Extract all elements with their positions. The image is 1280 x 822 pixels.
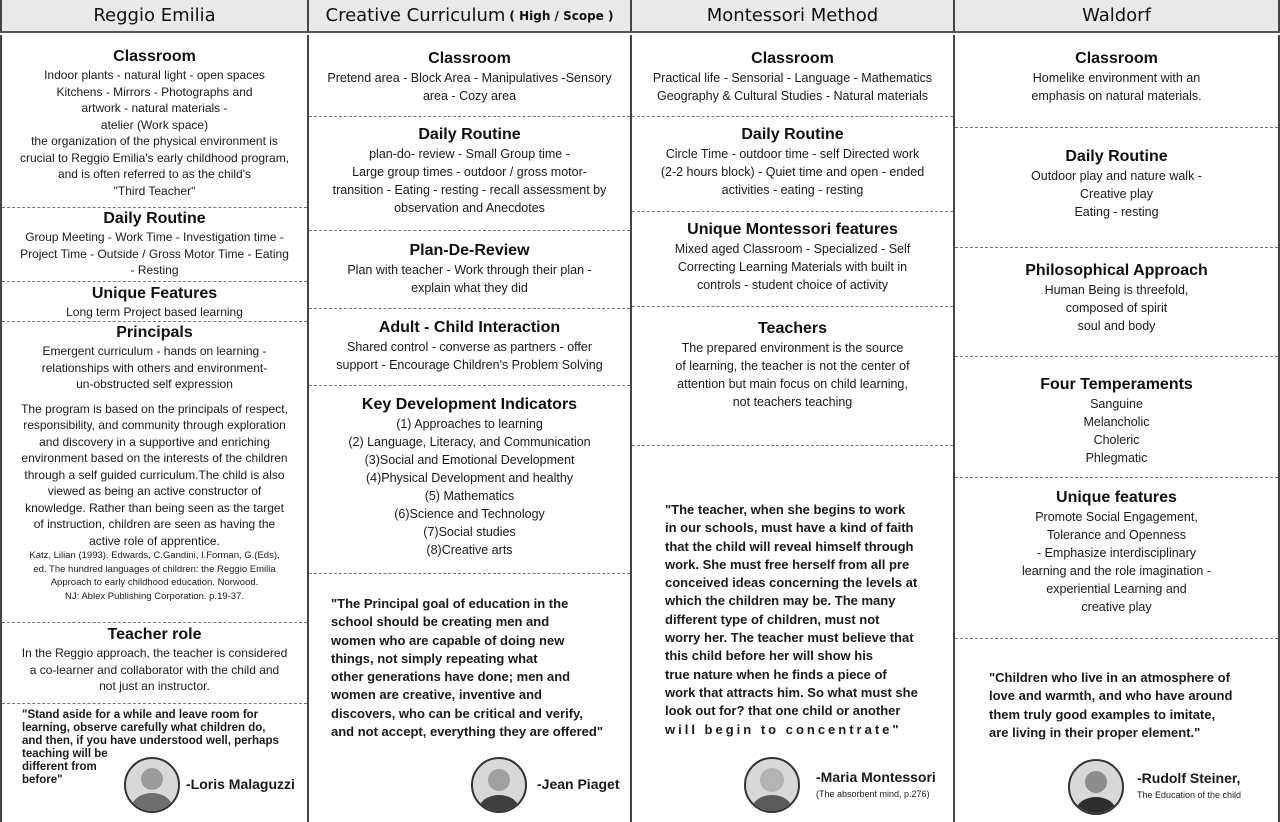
text-line: explain what they did: [411, 281, 528, 295]
creative-adult-section: [309, 318, 630, 374]
quote-line: in our schools, must have a kind of faith: [665, 520, 914, 536]
divider: [2, 207, 307, 208]
text-line: a co-learner and collaborator with the child and: [29, 662, 280, 677]
quote-line: discovers, who can be critical and verify,: [331, 705, 583, 721]
section-title: Teachers: [757, 320, 828, 337]
montessori-quote: [665, 501, 923, 739]
waldorf-classroom-text: [955, 69, 1278, 105]
section-title: Daily Routine: [1065, 148, 1168, 165]
text-line: area - Cozy area: [422, 89, 517, 103]
reggio-teacher-text: [2, 645, 307, 695]
text-line: support - Encourage Children's Problem Solving: [336, 358, 603, 372]
text-line: (8)Creative arts: [426, 543, 513, 557]
waldorf-unique-text: [955, 508, 1278, 616]
reggio-teacher-section: [2, 625, 307, 695]
text-line: The program is based on the principals of respect,: [21, 401, 288, 416]
text-line: (5) Mathematics: [424, 489, 515, 503]
quote-line: them truly good examples to imitate,: [989, 706, 1216, 722]
header-reggio-emilia: [0, 0, 309, 33]
quote-line: look out for? that one child or another: [665, 703, 901, 719]
divider: [309, 230, 630, 231]
montessori-author: -Maria Montessori: [816, 769, 936, 785]
reggio-principals-text: [2, 343, 307, 393]
text-line: Indoor plants - natural light - open spaces: [44, 68, 265, 82]
text-line: Homelike environment with an: [1032, 71, 1201, 85]
text-line: and discovery in a supportive and enriching: [39, 434, 270, 449]
text-line: (2-2 hours block) - Quiet time and open - ended: [660, 165, 925, 179]
divider: [955, 638, 1278, 639]
text-line: responsibility, and community through exploration: [23, 418, 286, 432]
text-line: Large group times - outdoor / gross motor-: [352, 165, 587, 179]
section-title: Classroom: [751, 50, 834, 67]
quote-line: will begin to concentrate": [665, 721, 902, 737]
quote-line: "Stand aside for a while and leave room for: [22, 709, 259, 721]
header-label: Creative Curriculum: [325, 5, 506, 26]
portrait-image: [126, 759, 178, 811]
text-line: Promote Social Engagement,: [1035, 510, 1198, 524]
text-line: Creative play: [1080, 187, 1153, 201]
header-label: Waldorf: [1082, 5, 1151, 26]
text-line: Plan with teacher - Work through their plan -: [347, 263, 592, 277]
section-title: Classroom: [113, 48, 196, 65]
quote-line: work that attracts him. So what must she: [665, 684, 918, 700]
text-line: relationships with others and environment-: [41, 360, 268, 375]
waldorf-classroom-section: [955, 49, 1278, 105]
text-line: Geography & Cultural Studies - Natural materials: [657, 89, 928, 103]
waldorf-unique-section: [955, 488, 1278, 616]
section-title: Unique Montessori features: [687, 221, 898, 238]
reggio-routine-section: [2, 209, 307, 279]
divider: [2, 703, 307, 704]
text-line: Emergent curriculum - hands on learning -: [42, 344, 267, 358]
quote-line: "Children who live in an atmosphere of: [989, 670, 1230, 685]
text-line: Phlegmatic: [1085, 451, 1148, 465]
divider: [2, 622, 307, 623]
divider: [955, 477, 1278, 478]
text-line: Tolerance and Openness: [1047, 528, 1186, 542]
header-waldorf: [955, 0, 1280, 33]
text-line: - Emphasize interdisciplinary: [1036, 546, 1197, 560]
text-line: viewed as being an active constructor of: [47, 484, 262, 498]
divider: [309, 385, 630, 386]
text-line: active role of apprentice.: [89, 533, 220, 548]
text-line: of learning, the teacher is not the center of: [675, 359, 910, 373]
quote-line: worry her. The teacher must believe that: [665, 630, 914, 646]
section-title: Philosophical Approach: [1025, 262, 1208, 279]
divider: [309, 573, 630, 574]
text-line: Outdoor play and nature walk -: [1031, 169, 1202, 183]
quote-line: are living in their proper element.": [989, 724, 1201, 740]
portrait-image: [473, 759, 525, 811]
header-label: Reggio Emilia: [93, 5, 216, 26]
montessori-teachers-text: [632, 339, 953, 411]
text-line: transition - Eating - resting - recall assessment by: [332, 183, 607, 197]
text-line: observation and Anecdotes: [394, 201, 545, 215]
text-line: not just an instructor.: [99, 679, 210, 693]
text-line: atelier (Work space): [100, 117, 209, 132]
steiner-author-source: The Education of the child: [1137, 790, 1242, 800]
header-sublabel: ( High / Scope ): [509, 8, 614, 23]
text-line: "Third Teacher": [113, 183, 196, 198]
text-line: (7)Social studies: [423, 525, 516, 539]
divider: [955, 247, 1278, 248]
column-creative-curriculum: [309, 35, 632, 822]
section-title: Four Temperaments: [1040, 376, 1193, 393]
quote-line: learning, observe carefully what children do,: [22, 722, 266, 734]
text-line: not teachers teaching: [732, 395, 853, 409]
section-title: Classroom: [1075, 50, 1158, 67]
quote-line: women who are capable of doing new: [331, 632, 565, 648]
section-title: Key Development Indicators: [361, 396, 578, 413]
quote-line: things, not simply repeating what: [331, 650, 538, 666]
waldorf-routine-section: [955, 147, 1278, 221]
malaguzzi-author: -Loris Malaguzzi: [186, 776, 295, 792]
creative-plan-section: [309, 241, 630, 297]
text-line: the organization of the physical environment is: [31, 134, 278, 148]
piaget-portrait: [471, 757, 527, 813]
section-title: Daily Routine: [103, 210, 206, 227]
text-line: Practical life - Sensorial - Language - Mathematics: [652, 71, 933, 85]
header-creative-curriculum: [309, 0, 632, 33]
section-title: Teacher role: [107, 626, 202, 643]
quote-line: other generations have done; men and: [331, 669, 571, 685]
quote-line: that the child will reveal himself through: [665, 538, 914, 554]
reggio-routine-text: [2, 229, 307, 279]
text-line: creative play: [1081, 600, 1152, 614]
text-line: activities - eating - resting: [721, 183, 864, 197]
montessori-unique-text: [632, 240, 953, 294]
reggio-unique-text: Long term Project based learning: [66, 305, 243, 319]
text-line: Choleric: [1093, 433, 1140, 447]
text-line: The prepared environment is the source: [681, 341, 904, 355]
section-title: Unique Features: [91, 285, 218, 302]
column-waldorf: [955, 35, 1280, 822]
divider: [632, 116, 953, 117]
text-line: (1) Approaches to learning: [396, 417, 543, 431]
divider: [632, 211, 953, 212]
montessori-portrait: [744, 757, 800, 813]
section-title: Principals: [116, 324, 193, 341]
section-title: Classroom: [428, 50, 511, 67]
text-line: Kitchens - Mirrors - Photographs and: [56, 84, 253, 99]
montessori-teachers-section: [632, 319, 953, 411]
text-line: (6)Science and Technology: [394, 507, 545, 521]
quote-line: conceived ideas concerning the levels at: [665, 575, 918, 591]
section-title: Unique features: [1056, 489, 1177, 506]
text-line: Katz, Lilian (1993). Edwards, C.Gandini, I.Forman, G.(Eds),: [29, 550, 280, 561]
text-line: crucial to Reggio Emilia's early childhood program,: [19, 150, 290, 165]
text-line: Circle Time - outdoor time - self Directed work: [665, 147, 920, 161]
text-line: NJ: Ablex Publishing Corporation. p.19-37.: [64, 590, 245, 602]
text-line: (2) Language, Literacy, and Communication: [348, 435, 591, 449]
text-line: of instruction, children are seen as having the: [33, 517, 276, 531]
section-title: Daily Routine: [741, 126, 844, 143]
steiner-quote: [989, 669, 1251, 742]
text-line: controls - student choice of activity: [696, 278, 889, 292]
text-line: - Resting: [130, 263, 179, 277]
waldorf-temperaments-section: [955, 375, 1278, 467]
creative-classroom-text: [309, 69, 630, 105]
montessori-unique-section: [632, 220, 953, 294]
text-line: un-obstructed self expression: [76, 377, 233, 391]
text-line: Human Being is threefold,: [1044, 283, 1189, 297]
quote-line: love and warmth, and who have around: [989, 688, 1233, 704]
text-line: Mixed aged Classroom - Specialized - Self: [674, 242, 911, 256]
montessori-author-source: (The absorbent mind, p.276): [816, 789, 930, 799]
reggio-unique-section: [2, 284, 307, 321]
section-title: Daily Routine: [418, 126, 521, 143]
quote-line: different from: [22, 761, 97, 773]
header-montessori: [632, 0, 955, 33]
divider: [309, 308, 630, 309]
text-line: and is often referred to as the child's: [57, 167, 252, 181]
quote-line: school should be creating men and: [331, 614, 550, 630]
waldorf-routine-text: [955, 167, 1278, 221]
text-line: Pretend area - Block Area - Manipulatives -Sensory: [327, 71, 612, 85]
text-line: Correcting Learning Materials with built in: [677, 260, 908, 274]
text-line: In the Reggio approach, the teacher is considered: [21, 646, 288, 660]
section-title: Plan-De-Review: [409, 242, 530, 259]
quote-line: "The teacher, when she begins to work: [665, 502, 906, 517]
divider: [955, 127, 1278, 128]
text-line: soul and body: [1077, 319, 1156, 333]
malaguzzi-portrait: [124, 757, 180, 813]
creative-routine-text: [309, 145, 630, 217]
quote-line: "The Principal goal of education in the: [331, 596, 569, 611]
montessori-classroom-text: [632, 69, 953, 105]
divider: [309, 116, 630, 117]
text-line: (4)Physical Development and healthy: [365, 471, 574, 485]
text-line: knowledge. Rather than being seen as the target: [25, 500, 284, 515]
portrait-image: [1070, 761, 1122, 813]
divider: [2, 281, 307, 282]
text-line: composed of spirit: [1065, 301, 1168, 315]
text-line: through a self guided curriculum.The child is also: [24, 467, 285, 482]
piaget-author: -Jean Piaget: [537, 776, 620, 792]
text-line: experiential Learning and: [1046, 582, 1187, 596]
text-line: Eating - resting: [1074, 205, 1159, 219]
reggio-principals-section: [2, 323, 307, 603]
reggio-citation: [2, 549, 307, 603]
text-line: plan-do- review - Small Group time -: [369, 147, 570, 161]
reggio-classroom-section: [2, 47, 307, 199]
creative-adult-text: [309, 338, 630, 374]
text-line: Shared control - converse as partners - offer: [346, 340, 593, 354]
steiner-portrait: [1068, 759, 1124, 815]
quote-line: this child before her will show his: [665, 648, 874, 664]
divider: [632, 445, 953, 446]
text-line: ed. The hundred languages of children: the Reggio Emilia: [33, 563, 276, 575]
steiner-author: -Rudolf Steiner,: [1137, 770, 1241, 786]
header-label: Montessori Method: [706, 5, 879, 26]
text-line: learning and the role imagination -: [1021, 564, 1211, 578]
montessori-routine-text: [632, 145, 953, 199]
quote-line: and then, if you have understood well, perhaps: [22, 735, 279, 747]
column-reggio-emilia: [0, 35, 309, 822]
montessori-classroom-section: [632, 49, 953, 105]
creative-plan-text: [309, 261, 630, 297]
text-line: Project Time - Outside / Gross Motor Time - Eating: [20, 246, 289, 261]
quote-line: work. She must free herself from all pre: [665, 556, 910, 572]
quote-line: teaching will be: [22, 748, 108, 760]
piaget-quote: [331, 595, 609, 741]
quote-line: and not accept, everything they are offered": [331, 724, 604, 740]
reggio-program-text: [2, 401, 307, 550]
text-line: (3)Social and Emotional Development: [364, 453, 575, 467]
creative-routine-section: [309, 125, 630, 217]
waldorf-philosophy-section: [955, 261, 1278, 335]
montessori-routine-section: [632, 125, 953, 199]
text-line: Group Meeting - Work Time - Investigation time -: [25, 230, 284, 244]
portrait-image: [746, 759, 798, 811]
text-line: artwork - natural materials -: [81, 101, 228, 115]
column-montessori: [632, 35, 955, 822]
divider: [2, 321, 307, 322]
text-line: attention but main focus on child learning,: [677, 377, 908, 391]
waldorf-temperaments-text: [955, 395, 1278, 467]
quote-line: different type of children, must not: [665, 611, 880, 627]
section-title: Adult - Child Interaction: [378, 319, 561, 336]
text-line: Melancholic: [1083, 415, 1150, 429]
creative-kdi-text: [309, 415, 630, 559]
waldorf-philosophy-text: [955, 281, 1278, 335]
reggio-classroom-text: [2, 67, 307, 199]
divider: [632, 306, 953, 307]
text-line: Approach to early childhood education. Norwood.: [50, 577, 259, 588]
creative-classroom-section: [309, 49, 630, 105]
text-line: environment based on the interests of the children: [21, 451, 288, 465]
divider: [955, 356, 1278, 357]
text-line: Sanguine: [1090, 397, 1143, 411]
quote-line: which the children may be. The many: [665, 593, 896, 609]
text-line: emphasis on natural materials.: [1031, 89, 1202, 103]
quote-line: before": [22, 774, 63, 786]
creative-kdi-section: [309, 395, 630, 559]
quote-line: true nature when he finds a piece of: [665, 666, 887, 682]
quote-line: women are creative, inventive and: [331, 687, 542, 703]
